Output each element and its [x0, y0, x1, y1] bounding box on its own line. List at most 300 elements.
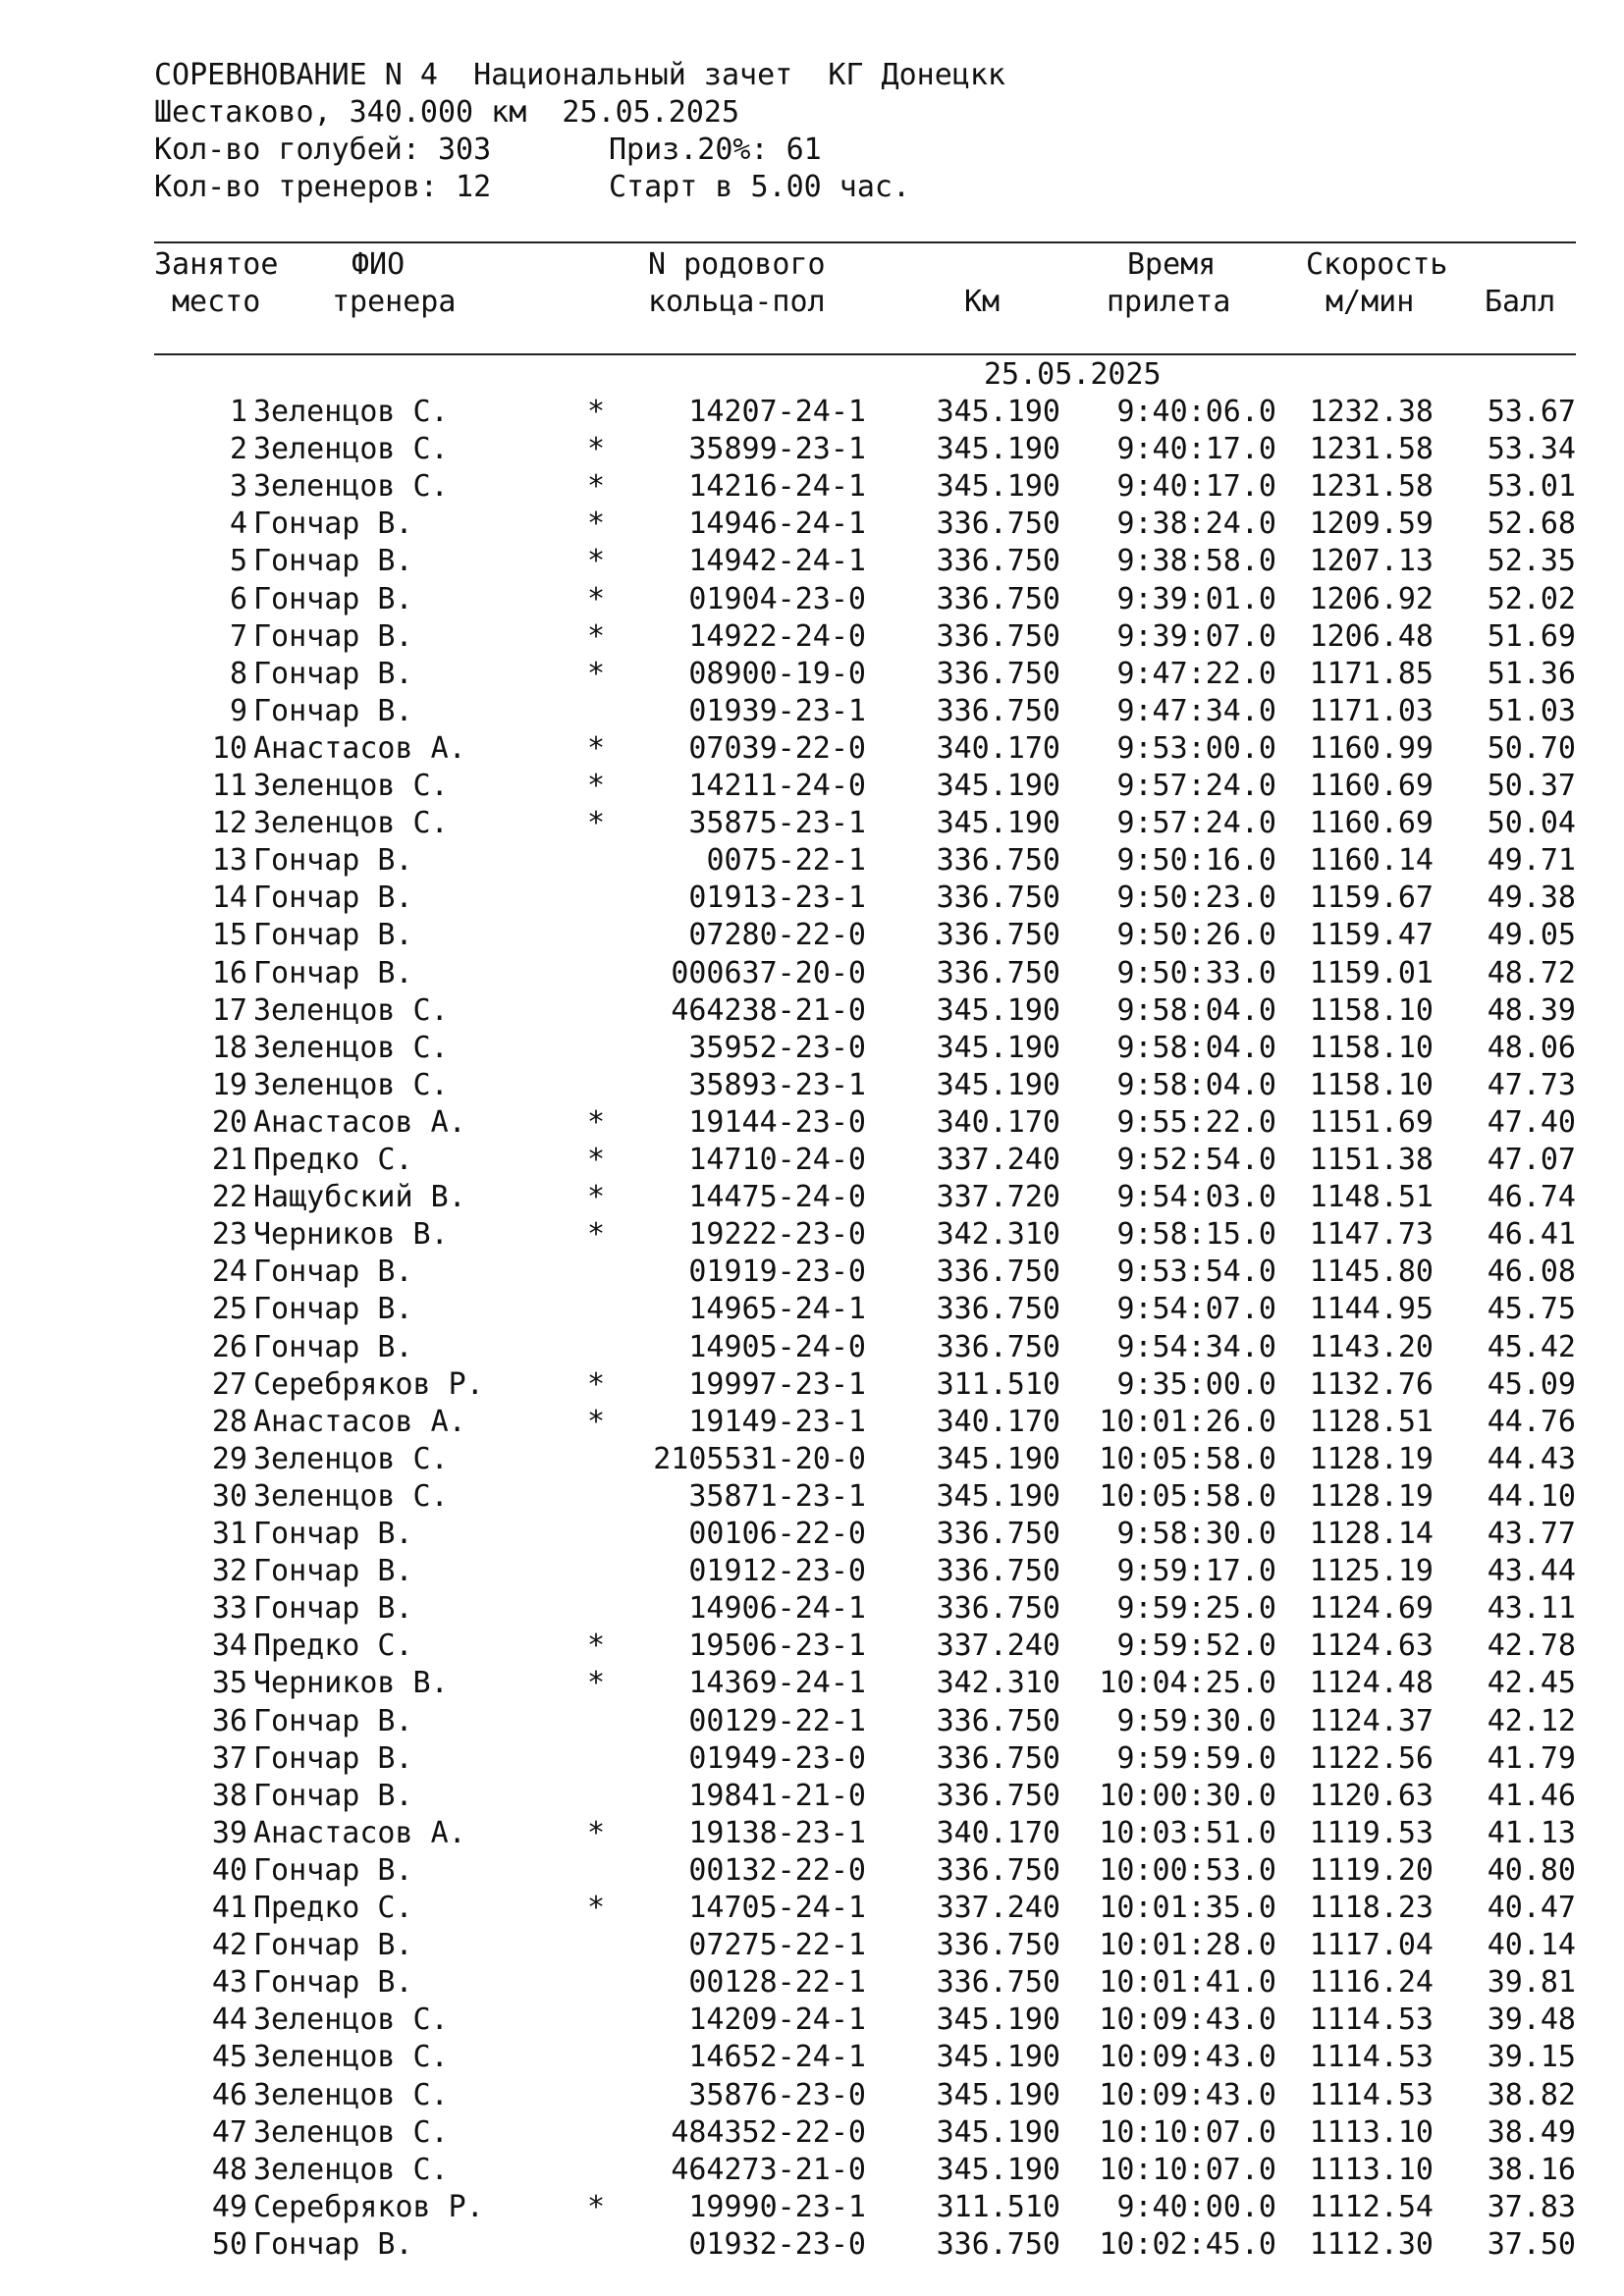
arrival-time: 9:40:17.0 [1116, 469, 1276, 505]
distance-km: 340.170 [936, 1104, 1060, 1140]
speed-value: 1160.99 [1309, 730, 1434, 766]
score-value: 47.07 [1487, 1143, 1576, 1177]
speed-value: 1207.13 [1309, 544, 1434, 579]
ring-number: 19990-23-1 [688, 2189, 866, 2224]
score-value: 43.44 [1487, 1554, 1576, 1589]
trainer-name: Зеленцов С. [253, 395, 449, 429]
place-cell: 17 [211, 992, 247, 1028]
place-cell: 24 [211, 1255, 247, 1290]
speed-value: 1122.56 [1309, 1740, 1434, 1776]
trainer-name: Анастасов А. [253, 730, 466, 766]
table-row [0, 2002, 1624, 2039]
speed-value: 1125.19 [1309, 1554, 1434, 1589]
ring-number: 35893-23-1 [688, 1067, 866, 1102]
score-value: 39.81 [1487, 1965, 1576, 2001]
score-value: 51.36 [1487, 656, 1576, 691]
trainer-name: Гончар В. [253, 693, 413, 728]
score-value: 52.35 [1487, 544, 1576, 579]
place-cell: 4 [229, 507, 247, 542]
ring-number: 14965-24-1 [688, 1292, 866, 1327]
speed-value: 1132.76 [1309, 1366, 1434, 1402]
score-value: 52.02 [1487, 581, 1576, 616]
score-value: 41.13 [1487, 1815, 1576, 1850]
ring-number: 07275-22-1 [688, 1928, 866, 1963]
trainer-name: Зеленцов С. [253, 806, 449, 841]
trainer-name: Гончар В. [253, 1255, 413, 1290]
place-cell: 39 [211, 1815, 247, 1850]
place-cell: 46 [211, 2077, 247, 2112]
distance-km: 345.190 [936, 992, 1060, 1028]
place-cell: 32 [211, 1554, 247, 1589]
distance-km: 345.190 [936, 769, 1060, 803]
ring-number: 19149-23-1 [688, 1404, 866, 1439]
table-row [0, 1329, 1624, 1366]
speed-value: 1124.63 [1309, 1629, 1434, 1664]
place-cell: 43 [211, 1965, 247, 2001]
arrival-time: 10:09:43.0 [1099, 2040, 1276, 2075]
distance-km: 336.750 [936, 843, 1060, 879]
ring-number: 19222-23-0 [688, 1217, 866, 1253]
ring-number: 00132-22-0 [688, 1852, 866, 1888]
distance-km: 336.750 [936, 1329, 1060, 1364]
table-row [0, 955, 1624, 992]
speed-value: 1158.10 [1309, 992, 1434, 1028]
col-ring-head-2: кольца-пол [648, 285, 826, 319]
ring-number: 01913-23-1 [688, 881, 866, 916]
distance-km: 345.190 [936, 2114, 1060, 2150]
arrival-time: 10:10:07.0 [1099, 2114, 1276, 2150]
place-cell: 40 [211, 1852, 247, 1888]
arrival-time: 9:38:24.0 [1116, 507, 1276, 542]
speed-value: 1147.73 [1309, 1217, 1434, 1253]
ring-number: 14922-24-0 [688, 618, 866, 654]
score-value: 39.48 [1487, 2002, 1576, 2038]
table-row [0, 1441, 1624, 1478]
arrival-time: 9:50:23.0 [1116, 881, 1276, 916]
table-row [0, 1104, 1624, 1142]
place-cell: 12 [211, 806, 247, 841]
entry-star: * [587, 1104, 606, 1140]
arrival-time: 9:59:59.0 [1116, 1740, 1276, 1776]
ring-number: 464238-21-0 [671, 992, 866, 1028]
distance-km: 336.750 [936, 656, 1060, 691]
arrival-time: 9:50:33.0 [1116, 955, 1276, 990]
distance-km: 345.190 [936, 1030, 1060, 1065]
trainer-name: Гончар В. [253, 1928, 413, 1963]
ring-number: 01939-23-1 [688, 693, 866, 728]
place-cell: 35 [211, 1666, 247, 1701]
speed-value: 1128.19 [1309, 1478, 1434, 1514]
distance-km: 336.750 [936, 1852, 1060, 1888]
arrival-time: 10:05:58.0 [1099, 1441, 1276, 1476]
distance-km: 336.750 [936, 1703, 1060, 1738]
place-cell: 20 [211, 1104, 247, 1140]
table-row [0, 805, 1624, 842]
table-row [0, 431, 1624, 468]
score-value: 49.38 [1487, 881, 1576, 916]
trainer-name: Предко С. [253, 1143, 413, 1177]
distance-km: 345.190 [936, 432, 1060, 467]
speed-value: 1118.23 [1309, 1891, 1434, 1925]
speed-value: 1206.92 [1309, 581, 1434, 616]
speed-value: 1232.38 [1309, 395, 1434, 429]
place-cell: 21 [211, 1143, 247, 1177]
table-row [0, 1516, 1624, 1553]
col-km-head: Км [964, 285, 1001, 319]
place-cell: 42 [211, 1928, 247, 1963]
arrival-time: 10:09:43.0 [1099, 2002, 1276, 2038]
score-value: 47.73 [1487, 1067, 1576, 1102]
arrival-time: 10:01:41.0 [1099, 1965, 1276, 2001]
entry-star: * [587, 730, 606, 766]
place-cell: 34 [211, 1629, 247, 1664]
trainer-name: Гончар В. [253, 1591, 413, 1627]
ring-number: 35899-23-1 [688, 432, 866, 467]
speed-value: 1128.19 [1309, 1441, 1434, 1476]
ring-number: 14475-24-0 [688, 1180, 866, 1215]
entry-star: * [587, 618, 606, 654]
entry-star: * [587, 432, 606, 467]
trainer-name: Черников В. [253, 1217, 449, 1253]
place-cell: 13 [211, 843, 247, 879]
distance-km: 337.240 [936, 1629, 1060, 1664]
trainer-name: Зеленцов С. [253, 469, 449, 505]
place-cell: 1 [229, 395, 247, 429]
place-cell: 3 [229, 469, 247, 505]
distance-km: 311.510 [936, 1366, 1060, 1402]
speed-value: 1112.30 [1309, 2226, 1434, 2262]
score-value: 52.68 [1487, 507, 1576, 542]
ring-number: 19144-23-0 [688, 1104, 866, 1140]
ring-number: 464273-21-0 [671, 2152, 866, 2187]
score-value: 41.46 [1487, 1778, 1576, 1813]
arrival-time: 10:01:26.0 [1099, 1404, 1276, 1439]
score-value: 43.77 [1487, 1517, 1576, 1551]
speed-value: 1159.67 [1309, 881, 1434, 916]
table-row [0, 1216, 1624, 1254]
entry-star: * [587, 1217, 606, 1253]
ring-number: 14906-24-1 [688, 1591, 866, 1627]
speed-value: 1124.37 [1309, 1703, 1434, 1738]
entry-star: * [587, 769, 606, 803]
distance-km: 345.190 [936, 2002, 1060, 2038]
trainer-name: Зеленцов С. [253, 2152, 449, 2187]
speed-value: 1160.69 [1309, 806, 1434, 841]
place-cell: 7 [229, 618, 247, 654]
score-value: 53.34 [1487, 432, 1576, 467]
entry-star: * [587, 1404, 606, 1439]
ring-number: 2105531-20-0 [653, 1441, 866, 1476]
place-cell: 14 [211, 881, 247, 916]
competition-title: СОРЕВНОВАНИЕ N 4 Национальный зачет КГ Донецкк [154, 58, 1005, 92]
score-value: 49.71 [1487, 843, 1576, 879]
score-value: 44.43 [1487, 1441, 1576, 1476]
arrival-time: 10:00:53.0 [1099, 1852, 1276, 1888]
speed-value: 1159.01 [1309, 955, 1434, 990]
score-value: 39.15 [1487, 2040, 1576, 2075]
table-row [0, 2039, 1624, 2076]
arrival-time: 9:54:34.0 [1116, 1329, 1276, 1364]
speed-value: 1128.14 [1309, 1517, 1434, 1551]
distance-km: 337.240 [936, 1143, 1060, 1177]
distance-km: 336.750 [936, 1292, 1060, 1327]
speed-value: 1143.20 [1309, 1329, 1434, 1364]
speed-value: 1117.04 [1309, 1928, 1434, 1963]
place-cell: 45 [211, 2040, 247, 2075]
arrival-time: 9:58:04.0 [1116, 992, 1276, 1028]
place-cell: 23 [211, 1217, 247, 1253]
distance-km: 336.750 [936, 1591, 1060, 1627]
place-cell: 38 [211, 1778, 247, 1813]
arrival-time: 10:09:43.0 [1099, 2077, 1276, 2112]
score-value: 45.09 [1487, 1366, 1576, 1402]
ring-number: 35875-23-1 [688, 806, 866, 841]
table-row [0, 618, 1624, 656]
ring-number: 14652-24-1 [688, 2040, 866, 2075]
speed-value: 1148.51 [1309, 1180, 1434, 1215]
ring-number: 01904-23-0 [688, 581, 866, 616]
table-row [0, 2226, 1624, 2264]
speed-value: 1112.54 [1309, 2189, 1434, 2224]
score-value: 53.01 [1487, 469, 1576, 505]
col-name-head-2: тренера [332, 285, 457, 319]
entry-star: * [587, 2189, 606, 2224]
score-value: 45.75 [1487, 1292, 1576, 1327]
speed-value: 1151.38 [1309, 1143, 1434, 1177]
speed-value: 1113.10 [1309, 2152, 1434, 2187]
score-value: 37.83 [1487, 2189, 1576, 2224]
score-value: 38.82 [1487, 2077, 1576, 2112]
table-row [0, 768, 1624, 805]
table-row [0, 1067, 1624, 1104]
distance-km: 336.750 [936, 507, 1060, 542]
arrival-time: 9:55:22.0 [1116, 1104, 1276, 1140]
col-speed-head-1: Скорость [1306, 247, 1448, 282]
trainer-name: Гончар В. [253, 544, 413, 579]
place-cell: 2 [229, 432, 247, 467]
speed-value: 1124.48 [1309, 1666, 1434, 1701]
arrival-time: 9:53:00.0 [1116, 730, 1276, 766]
place-cell: 10 [211, 730, 247, 766]
score-value: 41.79 [1487, 1740, 1576, 1776]
arrival-time: 9:59:30.0 [1116, 1703, 1276, 1738]
distance-km: 340.170 [936, 730, 1060, 766]
speed-value: 1114.53 [1309, 2077, 1434, 2112]
arrival-time: 9:58:30.0 [1116, 1517, 1276, 1551]
trainer-name: Зеленцов С. [253, 1030, 449, 1065]
table-row [0, 917, 1624, 954]
distance-km: 345.190 [936, 806, 1060, 841]
entry-star: * [587, 656, 606, 691]
trainer-name: Гончар В. [253, 918, 413, 953]
distance-km: 345.190 [936, 2040, 1060, 2075]
ring-number: 14211-24-0 [688, 769, 866, 803]
arrival-time: 9:47:34.0 [1116, 693, 1276, 728]
score-value: 46.41 [1487, 1217, 1576, 1253]
place-cell: 31 [211, 1517, 247, 1551]
speed-value: 1119.53 [1309, 1815, 1434, 1850]
trainer-name: Гончар В. [253, 1329, 413, 1364]
trainer-name: Гончар В. [253, 1554, 413, 1589]
trainer-name: Гончар В. [253, 955, 413, 990]
table-row [0, 992, 1624, 1030]
entry-star: * [587, 507, 606, 542]
place-cell: 18 [211, 1030, 247, 1065]
trainer-name: Зеленцов С. [253, 2002, 449, 2038]
arrival-time: 9:40:06.0 [1116, 395, 1276, 429]
speed-value: 1209.59 [1309, 507, 1434, 542]
trainer-name: Гончар В. [253, 581, 413, 616]
distance-km: 342.310 [936, 1666, 1060, 1701]
ring-number: 14905-24-0 [688, 1329, 866, 1364]
table-row [0, 1030, 1624, 1067]
distance-km: 336.750 [936, 1517, 1060, 1551]
ring-number: 01912-23-0 [688, 1554, 866, 1589]
date-subheader: 25.05.2025 [984, 357, 1162, 392]
trainer-name: Гончар В. [253, 843, 413, 879]
table-row [0, 468, 1624, 506]
ring-number: 01949-23-0 [688, 1740, 866, 1776]
arrival-time: 9:39:01.0 [1116, 581, 1276, 616]
distance-km: 336.750 [936, 955, 1060, 990]
score-value: 48.39 [1487, 992, 1576, 1028]
place-cell: 9 [229, 693, 247, 728]
table-row [0, 730, 1624, 768]
place-cell: 50 [211, 2226, 247, 2262]
ring-number: 14209-24-1 [688, 2002, 866, 2038]
arrival-time: 9:39:07.0 [1116, 618, 1276, 654]
col-place-head-1: Занятое [154, 247, 279, 282]
distance-km: 345.190 [936, 1441, 1060, 1476]
ring-number: 35876-23-0 [688, 2077, 866, 2112]
distance-km: 340.170 [936, 1815, 1060, 1850]
table-row [0, 1179, 1624, 1216]
score-value: 50.70 [1487, 730, 1576, 766]
arrival-time: 9:59:25.0 [1116, 1591, 1276, 1627]
trainer-name: Зеленцов С. [253, 2040, 449, 2075]
ring-number: 484352-22-0 [671, 2114, 866, 2150]
score-value: 43.11 [1487, 1591, 1576, 1627]
speed-value: 1160.69 [1309, 769, 1434, 803]
score-value: 40.80 [1487, 1852, 1576, 1888]
score-value: 37.50 [1487, 2226, 1576, 2262]
table-row [0, 506, 1624, 543]
speed-value: 1151.69 [1309, 1104, 1434, 1140]
table-row [0, 1964, 1624, 2002]
distance-km: 336.750 [936, 1255, 1060, 1290]
trainer-name: Зеленцов С. [253, 1067, 449, 1102]
table-row [0, 2152, 1624, 2189]
trainer-name: Гончар В. [253, 656, 413, 691]
trainer-name: Гончар В. [253, 507, 413, 542]
distance-km: 311.510 [936, 2189, 1060, 2224]
place-cell: 48 [211, 2152, 247, 2187]
trainer-name: Гончар В. [253, 618, 413, 654]
place-cell: 33 [211, 1591, 247, 1627]
distance-km: 336.750 [936, 544, 1060, 579]
place-cell: 22 [211, 1180, 247, 1215]
speed-value: 1171.03 [1309, 693, 1434, 728]
trainer-name: Зеленцов С. [253, 1478, 449, 1514]
place-cell: 25 [211, 1292, 247, 1327]
table-row [0, 1478, 1624, 1516]
col-score-head: Балл [1485, 285, 1556, 319]
distance-km: 345.190 [936, 2152, 1060, 2187]
arrival-time: 10:00:30.0 [1099, 1778, 1276, 1813]
ring-number: 00129-22-1 [688, 1703, 866, 1738]
score-value: 46.08 [1487, 1255, 1576, 1290]
speed-value: 1114.53 [1309, 2040, 1434, 2075]
table-row [0, 1778, 1624, 1815]
table-row [0, 1815, 1624, 1852]
place-cell: 49 [211, 2189, 247, 2224]
ring-number: 35871-23-1 [688, 1478, 866, 1514]
col-name-head-1: ФИО [352, 247, 406, 282]
arrival-time: 10:01:35.0 [1099, 1891, 1276, 1925]
trainer-name: Гончар В. [253, 1852, 413, 1888]
speed-value: 1160.14 [1309, 843, 1434, 879]
trainer-name: Анастасов А. [253, 1815, 466, 1850]
ring-number: 14216-24-1 [688, 469, 866, 505]
col-ring-head-1: N родового [648, 247, 826, 282]
table-row [0, 1142, 1624, 1179]
distance-km: 345.190 [936, 395, 1060, 429]
place-cell: 5 [229, 544, 247, 579]
table-row [0, 2189, 1624, 2226]
speed-value: 1124.69 [1309, 1591, 1434, 1627]
header-divider-bottom [154, 353, 1576, 355]
score-value: 45.42 [1487, 1329, 1576, 1364]
score-value: 44.76 [1487, 1404, 1576, 1439]
place-cell: 15 [211, 918, 247, 953]
arrival-time: 10:05:58.0 [1099, 1478, 1276, 1514]
prize-count: Приз.20%: 61 [609, 133, 822, 167]
distance-km: 336.750 [936, 881, 1060, 916]
speed-value: 1159.47 [1309, 918, 1434, 953]
score-value: 50.37 [1487, 769, 1576, 803]
score-value: 38.16 [1487, 2152, 1576, 2187]
place-cell: 19 [211, 1067, 247, 1102]
trainer-name: Предко С. [253, 1629, 413, 1664]
score-value: 40.47 [1487, 1891, 1576, 1925]
score-value: 42.45 [1487, 1666, 1576, 1701]
distance-km: 336.750 [936, 1965, 1060, 2001]
table-row [0, 1703, 1624, 1740]
table-row [0, 1740, 1624, 1778]
arrival-time: 10:01:28.0 [1099, 1928, 1276, 1963]
entry-star: * [587, 581, 606, 616]
arrival-time: 9:57:24.0 [1116, 769, 1276, 803]
distance-km: 336.750 [936, 2226, 1060, 2262]
distance-km: 345.190 [936, 2077, 1060, 2112]
speed-value: 1120.63 [1309, 1778, 1434, 1813]
score-value: 40.14 [1487, 1928, 1576, 1963]
distance-km: 336.750 [936, 1740, 1060, 1776]
table-row [0, 1927, 1624, 1964]
distance-km: 340.170 [936, 1404, 1060, 1439]
ring-number: 19506-23-1 [688, 1629, 866, 1664]
table-row [0, 1665, 1624, 1702]
score-value: 50.04 [1487, 806, 1576, 841]
table-row [0, 880, 1624, 917]
distance-km: 336.750 [936, 918, 1060, 953]
arrival-time: 9:47:22.0 [1116, 656, 1276, 691]
arrival-time: 9:53:54.0 [1116, 1255, 1276, 1290]
arrival-time: 10:02:45.0 [1099, 2226, 1276, 2262]
score-value: 42.78 [1487, 1629, 1576, 1664]
arrival-time: 10:04:25.0 [1099, 1666, 1276, 1701]
table-row [0, 842, 1624, 880]
